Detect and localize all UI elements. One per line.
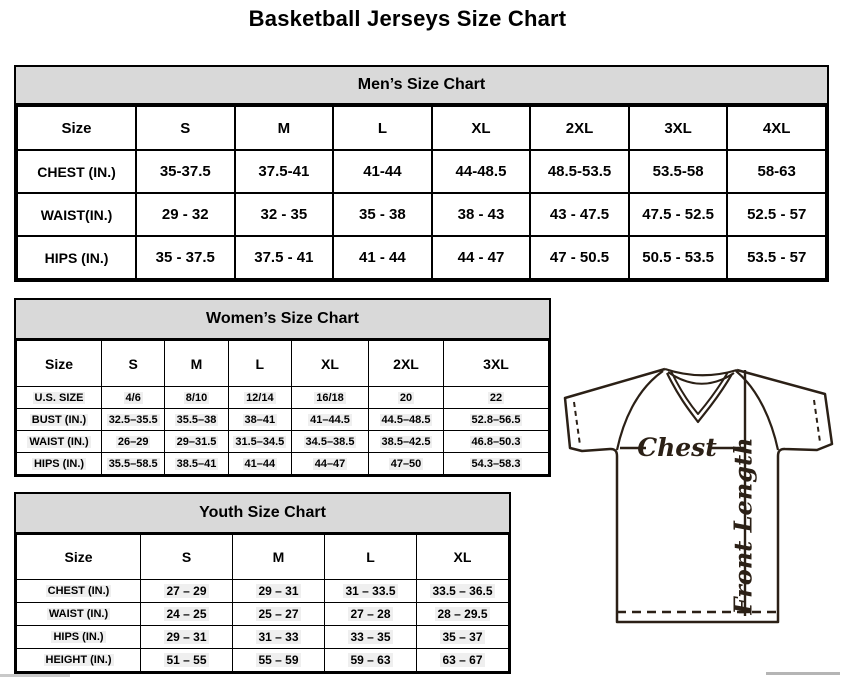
measurement-value <box>333 193 432 236</box>
measurement-label <box>17 453 102 475</box>
measurement-value-text: 35 – 37 <box>442 630 483 644</box>
measurement-value <box>325 580 417 603</box>
mens-size-chart-section <box>14 65 829 282</box>
measurement-value-text: 41–44 <box>244 457 276 470</box>
measurement-value <box>102 431 165 453</box>
measurement-value <box>141 580 233 603</box>
size-corner-header: Size <box>17 341 102 387</box>
size-corner-header: Size <box>17 535 141 580</box>
measurement-value-text: 37.5 - 41 <box>254 249 314 266</box>
measurement-value-text: 47–50 <box>390 457 422 470</box>
left-cuff-stitch-line <box>574 402 580 445</box>
size-column-header: 2XL <box>369 341 444 387</box>
measurement-value-text: 35.5–38 <box>176 413 217 426</box>
measurement-label-text: WAIST(IN.) <box>40 206 113 223</box>
measurement-value-text: 32 - 35 <box>260 206 308 223</box>
measurement-value <box>629 236 728 279</box>
measurement-value-text: 58-63 <box>757 163 796 180</box>
measurement-row <box>17 150 826 193</box>
measurement-value-text: 41–44.5 <box>310 413 350 426</box>
measurement-row <box>17 387 549 409</box>
measurement-value <box>333 236 432 279</box>
measurement-value <box>325 603 417 626</box>
measurement-value <box>444 453 549 475</box>
measurement-value-text: 38–41 <box>244 413 276 426</box>
size-column-header: XL <box>432 106 531 150</box>
measurement-value-text: 44–47 <box>314 457 346 470</box>
measurement-label-text: BUST (IN.) <box>31 413 87 426</box>
measurement-value <box>165 453 228 475</box>
measurement-value <box>228 387 291 409</box>
measurement-value-text: 12/14 <box>246 391 274 404</box>
measurement-value-text: 28 – 29.5 <box>437 607 488 621</box>
size-column-header: 3XL <box>629 106 728 150</box>
jersey-outline <box>565 369 832 622</box>
measurement-value-text: 47.5 - 52.5 <box>642 206 714 223</box>
measurement-label-text: WAIST (IN.) <box>29 435 89 448</box>
measurement-value-text: 63 – 67 <box>442 653 483 667</box>
front-length-label: Front Length <box>728 437 758 615</box>
measurement-label-text: HIPS (IN.) <box>44 249 109 266</box>
measurement-value-text: 35 - 38 <box>359 206 406 223</box>
measurement-label-text: CHEST (IN.) <box>37 163 116 180</box>
size-column-header: L <box>333 106 432 150</box>
size-column-header: S <box>141 535 233 580</box>
measurement-value-text: 50.5 - 53.5 <box>642 249 714 266</box>
measurement-value-text: 47 - 50.5 <box>549 249 610 266</box>
measurement-value <box>165 431 228 453</box>
measurement-value-text: 31 – 33 <box>258 630 299 644</box>
measurement-value <box>141 626 233 649</box>
measurement-value <box>727 150 826 193</box>
measurement-value-text: 43 - 47.5 <box>549 206 610 223</box>
measurement-value <box>102 409 165 431</box>
measurement-label <box>17 580 141 603</box>
measurement-value <box>228 431 291 453</box>
measurement-value <box>325 649 417 672</box>
measurement-row <box>17 409 549 431</box>
womens-size-table <box>16 340 549 475</box>
measurement-value <box>417 649 509 672</box>
jersey-measurement-diagram <box>560 364 840 628</box>
measurement-value-text: 33 – 35 <box>350 630 391 644</box>
measurement-value-text: 29 – 31 <box>166 630 207 644</box>
measurement-value-text: 41-44 <box>363 163 402 180</box>
chest-label: Chest <box>637 433 717 462</box>
measurement-value <box>417 580 509 603</box>
measurement-value <box>444 409 549 431</box>
measurement-value <box>136 150 235 193</box>
size-column-header: 4XL <box>727 106 826 150</box>
measurement-value <box>530 193 629 236</box>
measurement-value <box>530 150 629 193</box>
measurement-value <box>228 409 291 431</box>
measurement-value <box>629 150 728 193</box>
measurement-value <box>102 453 165 475</box>
size-column-header: L <box>228 341 291 387</box>
youth-size-chart-section <box>14 492 511 674</box>
size-column-header: M <box>165 341 228 387</box>
measurement-value <box>432 193 531 236</box>
measurement-value-text: 51 – 55 <box>166 653 207 667</box>
measurement-label <box>17 431 102 453</box>
measurement-value <box>444 387 549 409</box>
right-cuff-stitch-line <box>814 400 820 442</box>
measurement-value <box>235 150 334 193</box>
size-column-header: M <box>235 106 334 150</box>
horizontal-scrollbar-fragment-left[interactable] <box>0 674 70 677</box>
measurement-row <box>17 193 826 236</box>
measurement-value-text: 29 – 31 <box>258 584 299 598</box>
size-column-header: XL <box>292 341 369 387</box>
measurement-value <box>417 626 509 649</box>
measurement-value-text: 37.5-41 <box>258 163 310 180</box>
size-column-header: S <box>136 106 235 150</box>
measurement-label <box>17 236 136 279</box>
measurement-label <box>17 409 102 431</box>
mens-chart-title: Men’s Size Chart <box>16 67 827 105</box>
measurement-row <box>17 580 509 603</box>
measurement-value <box>235 236 334 279</box>
measurement-value-text: 20 <box>399 391 413 404</box>
measurement-value <box>141 649 233 672</box>
measurement-row <box>17 603 509 626</box>
measurement-value-text: 52.5 - 57 <box>747 206 807 223</box>
measurement-value-text: 34.5–38.5 <box>305 435 355 448</box>
measurement-label <box>17 387 102 409</box>
measurement-value <box>292 431 369 453</box>
measurement-value <box>233 649 325 672</box>
measurement-value <box>102 387 165 409</box>
measurement-value <box>235 193 334 236</box>
measurement-row <box>17 236 826 279</box>
youth-size-table <box>16 534 509 672</box>
measurement-label <box>17 603 141 626</box>
measurement-value-text: 59 – 63 <box>350 653 391 667</box>
measurement-value-text: 38.5–42.5 <box>381 435 431 448</box>
mens-size-table <box>16 105 827 280</box>
measurement-label-text: CHEST (IN.) <box>47 585 110 597</box>
measurement-value-text: 35.5–58.5 <box>108 457 158 470</box>
measurement-value-text: 29–31.5 <box>176 435 217 448</box>
measurement-value <box>165 387 228 409</box>
measurement-value <box>629 193 728 236</box>
measurement-value-text: 55 – 59 <box>258 653 299 667</box>
size-column-header: L <box>325 535 417 580</box>
measurement-value-text: 16/18 <box>316 391 344 404</box>
measurement-value-text: 48.5-53.5 <box>547 163 612 180</box>
measurement-label <box>17 649 141 672</box>
measurement-value <box>432 236 531 279</box>
measurement-value-text: 8/10 <box>185 391 208 404</box>
size-column-header: 3XL <box>444 341 549 387</box>
page-title: Basketball Jerseys Size Chart <box>248 6 567 31</box>
measurement-value-text: 32.5–35.5 <box>108 413 158 426</box>
measurement-value <box>233 603 325 626</box>
measurement-value <box>228 453 291 475</box>
measurement-value-text: 35-37.5 <box>159 163 211 180</box>
measurement-label <box>17 150 136 193</box>
measurement-value-text: 54.3–58.3 <box>471 457 521 470</box>
measurement-value <box>292 453 369 475</box>
size-header-row <box>17 341 549 387</box>
measurement-value <box>530 236 629 279</box>
measurement-value <box>165 409 228 431</box>
measurement-row <box>17 431 549 453</box>
size-header-row <box>17 535 509 580</box>
measurement-value <box>727 193 826 236</box>
measurement-value-text: 44 - 47 <box>457 249 505 266</box>
measurement-value <box>136 236 235 279</box>
measurement-value-text: 24 – 25 <box>166 607 207 621</box>
measurement-value <box>292 387 369 409</box>
measurement-label <box>17 193 136 236</box>
measurement-value-text: 46.8–50.3 <box>471 435 521 448</box>
size-corner-header: Size <box>17 106 136 150</box>
size-column-header: S <box>102 341 165 387</box>
measurement-value-text: 35 - 37.5 <box>155 249 215 266</box>
measurement-value-text: 26–29 <box>117 435 149 448</box>
measurement-row <box>17 453 549 475</box>
measurement-row <box>17 626 509 649</box>
womens-chart-title: Women’s Size Chart <box>16 300 549 340</box>
measurement-value <box>333 150 432 193</box>
youth-chart-title: Youth Size Chart <box>16 494 509 534</box>
measurement-value-text: 44-48.5 <box>455 163 507 180</box>
measurement-value-text: 38.5–41 <box>176 457 217 470</box>
measurement-value-text: 22 <box>489 391 503 404</box>
measurement-value <box>369 431 444 453</box>
measurement-value-text: 52.8–56.5 <box>471 413 521 426</box>
measurement-label-text: WAIST (IN.) <box>48 608 109 620</box>
measurement-label-text: U.S. SIZE <box>34 391 84 404</box>
measurement-value-text: 53.5 - 57 <box>747 249 807 266</box>
measurement-value-text: 25 – 27 <box>258 607 299 621</box>
measurement-value <box>432 150 531 193</box>
measurement-value <box>141 603 233 626</box>
size-column-header: M <box>233 535 325 580</box>
measurement-value <box>292 409 369 431</box>
measurement-value-text: 33.5 – 36.5 <box>432 584 493 598</box>
measurement-label <box>17 626 141 649</box>
womens-size-chart-section <box>14 298 551 477</box>
size-column-header: 2XL <box>530 106 629 150</box>
measurement-value <box>369 409 444 431</box>
measurement-value-text: 38 - 43 <box>457 206 505 223</box>
measurement-value <box>727 236 826 279</box>
measurement-row <box>17 649 509 672</box>
measurement-value-text: 4/6 <box>125 391 141 404</box>
measurement-value-text: 53.5-58 <box>652 163 704 180</box>
measurement-value-text: 31 – 33.5 <box>345 584 396 598</box>
measurement-value <box>233 626 325 649</box>
horizontal-scrollbar-fragment-right[interactable] <box>766 672 840 675</box>
measurement-value-text: 41 - 44 <box>359 249 406 266</box>
measurement-label-text: HIPS (IN.) <box>53 631 104 643</box>
measurement-value-text: 31.5–34.5 <box>235 435 285 448</box>
measurement-value <box>325 626 417 649</box>
measurement-value <box>444 431 549 453</box>
measurement-value-text: 27 – 29 <box>166 584 207 598</box>
measurement-value <box>417 603 509 626</box>
measurement-value <box>369 453 444 475</box>
measurement-value <box>233 580 325 603</box>
measurement-value-text: 44.5–48.5 <box>381 413 431 426</box>
measurement-value-text: 29 - 32 <box>161 206 209 223</box>
size-header-row <box>17 106 826 150</box>
measurement-value-text: 27 – 28 <box>350 607 391 621</box>
size-column-header: XL <box>417 535 509 580</box>
measurement-label-text: HEIGHT (IN.) <box>45 654 112 666</box>
measurement-value <box>136 193 235 236</box>
measurement-label-text: HIPS (IN.) <box>33 457 85 470</box>
measurement-value <box>369 387 444 409</box>
